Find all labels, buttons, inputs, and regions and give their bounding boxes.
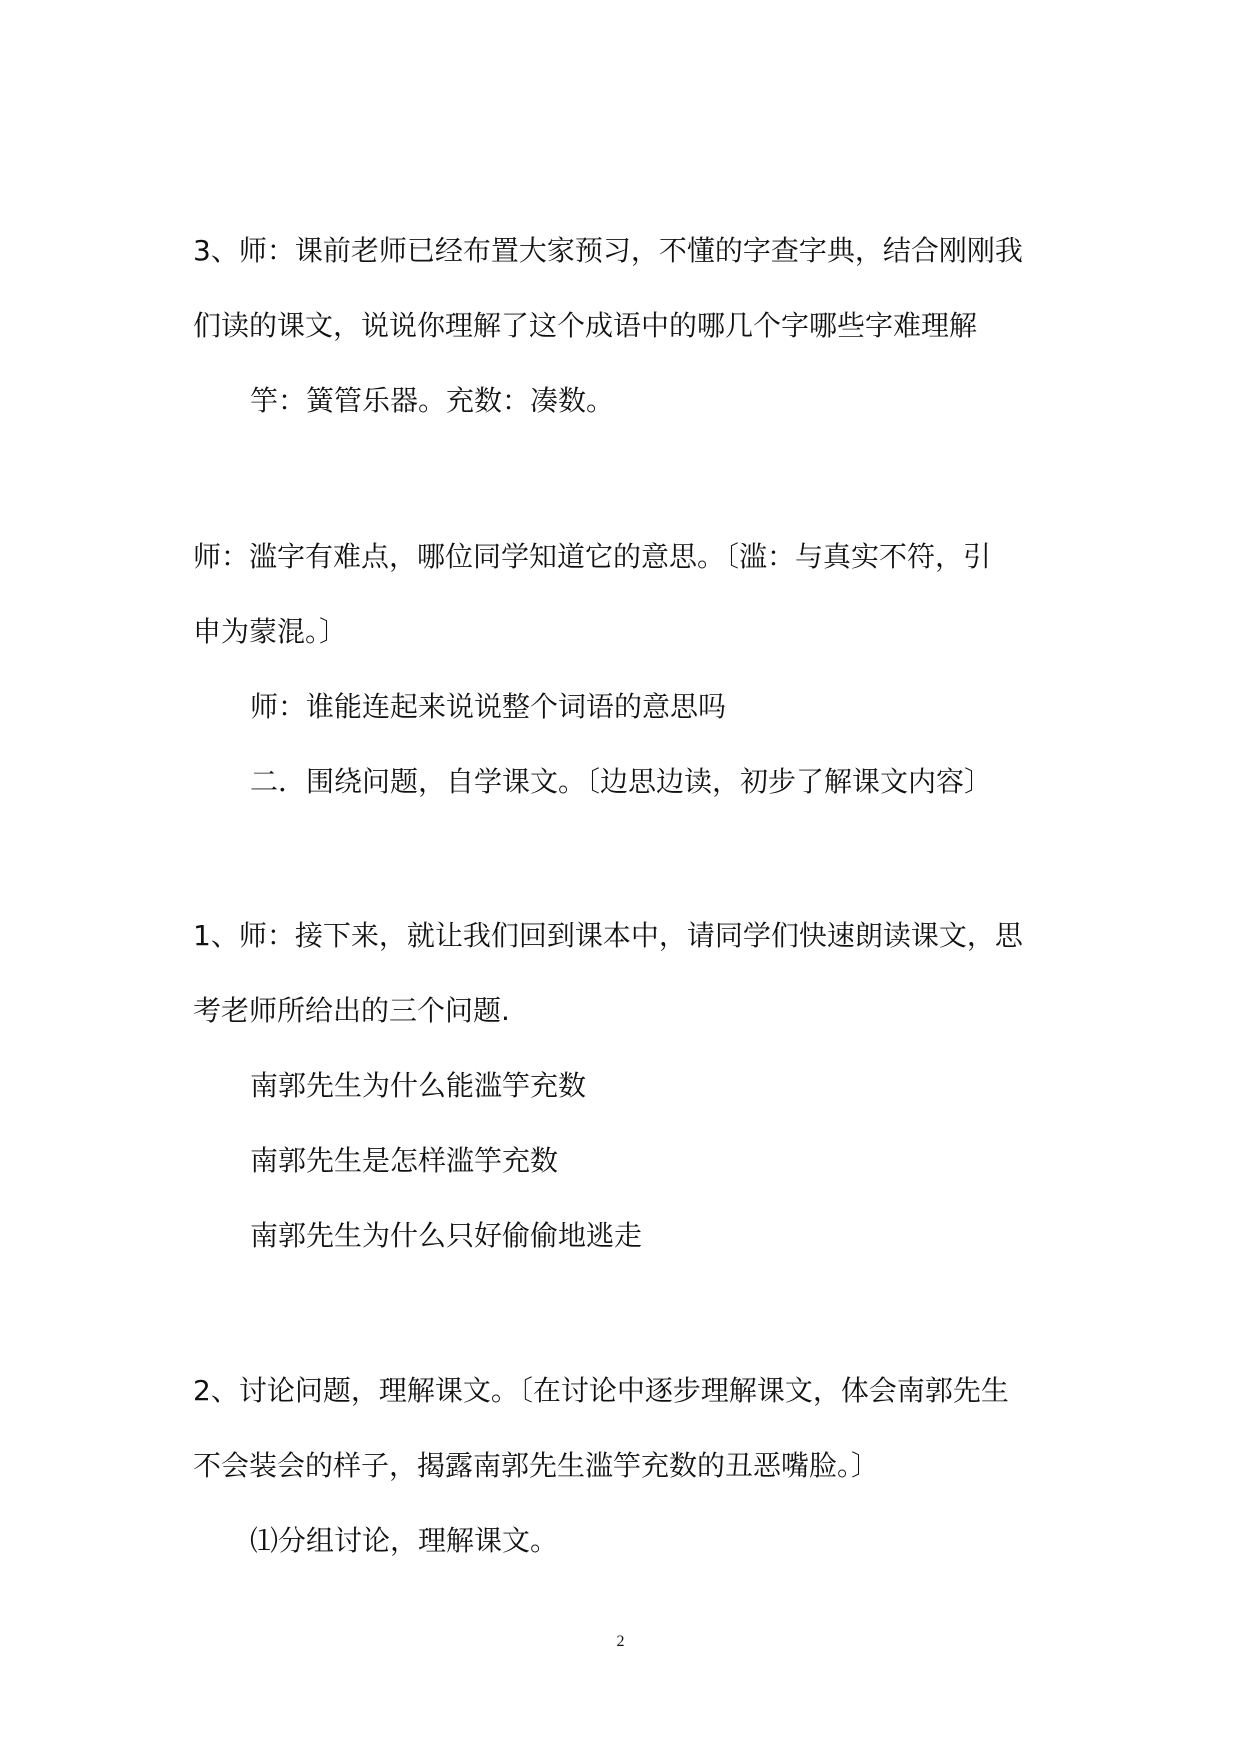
definition-line: 竽：簧管乐器。充数：凑数。 — [250, 384, 615, 417]
section-two-heading: 二．围绕问题，自学课文。〔边思边读，初步了解课文内容〕 — [250, 765, 993, 798]
sub-item-1: ⑴分组讨论，理解课文。 — [250, 1524, 559, 1557]
question-3: 南郭先生为什么只好偷偷地逃走 — [250, 1219, 643, 1252]
teacher-prompt-line: 师：谁能连起来说说整个词语的意思吗 — [250, 690, 727, 723]
question-1: 南郭先生为什么能滥竽充数 — [250, 1069, 587, 1102]
paragraph-2-line-2: 不会装会的样子，揭露南郭先生滥竽充数的丑恶嘴脸。〕 — [193, 1449, 880, 1482]
paragraph-2-line-1: 2、讨论问题，理解课文。〔在讨论中逐步理解课文，体会南郭先生 — [193, 1374, 1009, 1407]
page-number: 2 — [616, 1633, 625, 1650]
paragraph-3-line-2: 们读的课文，说说你理解了这个成语中的哪几个字哪些字难理解 — [193, 309, 978, 342]
teacher-question-line-1: 师：滥字有难点，哪位同学知道它的意思。〔滥：与真实不符，引 — [193, 540, 992, 573]
paragraph-1-line-1: 1、师：接下来，就让我们回到课本中，请同学们快速朗读课文，思 — [193, 919, 1023, 952]
question-2: 南郭先生是怎样滥竽充数 — [250, 1144, 559, 1177]
paragraph-1-line-2: 考老师所给出的三个问题. — [193, 994, 510, 1027]
paragraph-3-line-1: 3、师：课前老师已经布置大家预习，不懂的字查字典，结合刚刚我 — [193, 234, 1023, 267]
teacher-question-line-2: 申为蒙混。〕 — [193, 615, 348, 648]
